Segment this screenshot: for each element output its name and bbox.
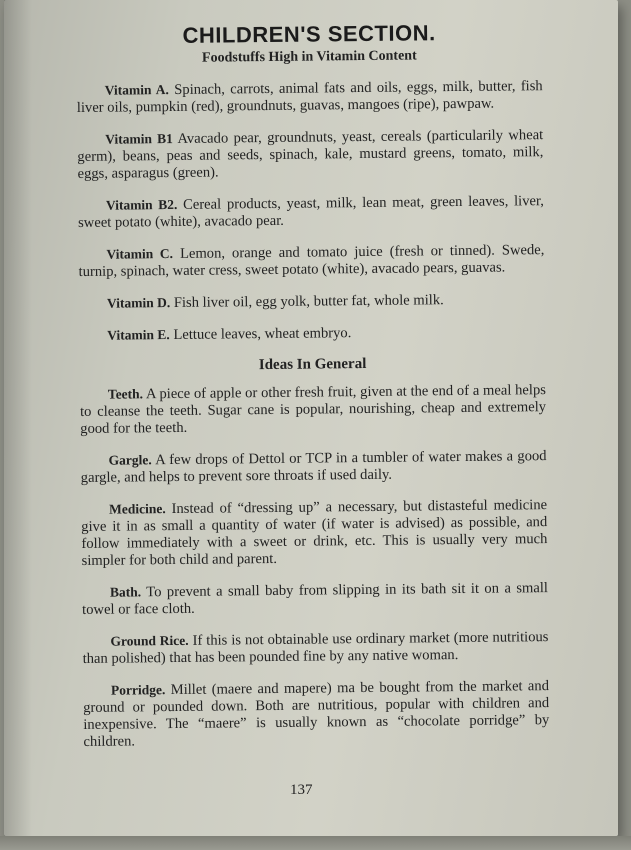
entry-text: Fish liver oil, egg yolk, butter fat, whole milk.	[173, 292, 444, 311]
page-content	[76, 19, 550, 765]
entry-term: Vitamin C.	[106, 245, 174, 262]
entry-term: Vitamin D.	[106, 295, 171, 311]
entry-text: If this is not obtainable use ordinary market (more nutritious than polished) that has been pounded fine by any native woman.	[82, 629, 549, 667]
entry-term: Vitamin E.	[107, 327, 170, 343]
entry-text: A few drops of Dettol or TCP in a tumbler of water makes a good gargle, and helps to prevent sore throats if used daily.	[80, 448, 547, 486]
entry-term: Gargle.	[108, 452, 152, 468]
entry-term: Medicine.	[109, 501, 166, 517]
idea-entry	[83, 677, 550, 751]
entry-text: To prevent a small baby from slipping in its bath sit it on a small towel or face cloth.	[82, 580, 549, 618]
ideas-heading: Ideas In General	[258, 355, 367, 374]
entry-term: Ground Rice.	[110, 632, 189, 649]
vitamin-entry	[77, 77, 543, 117]
entry-text: Lemon, orange and tomato juice (fresh or tinned). Swede, turnip, spinach, water cress, sweet potato (white), avacado pears, guavas.	[78, 242, 545, 280]
entry-text: Avacado pear, groundnuts, yeast, cereals (particularily wheat germ), beans, peas and seeds, spinach, kale, mustard greens, tomato, milk, eggs, asparagus (green).	[77, 127, 544, 182]
vitamin-entry	[79, 290, 545, 313]
entry-text: Spinach, carrots, animal fats and oils, eggs, milk, butter, fish liver oils, pumpkin (red), groundnuts, guavas, mangoes (ripe), pawpaw.	[76, 78, 543, 116]
book-edge	[0, 836, 631, 850]
entry-term: Bath.	[109, 584, 142, 600]
idea-entry	[80, 447, 546, 487]
entry-text: Cereal products, yeast, milk, lean meat, green leaves, liver, sweet potato (white), avacado pear.	[78, 193, 544, 231]
idea-entry	[80, 381, 547, 438]
entry-term: Teeth.	[107, 386, 144, 402]
entry-term: Vitamin B2.	[105, 196, 178, 213]
page-number: 137	[290, 782, 313, 798]
book-page	[4, 0, 618, 836]
entry-term: Vitamin B1	[105, 130, 173, 147]
vitamin-entry	[77, 126, 544, 183]
vitamin-entry	[78, 241, 544, 281]
entry-text: Instead of “dressing up” a necessary, but distasteful medicine give it in as small a quantity of water (if water is advised) as possible, and follow immediately with a sweet or drink, etc. This is usually very much simpler for both child and parent.	[81, 497, 548, 569]
page-spine-shadow	[4, 0, 32, 836]
entry-text: Millet (maere and mapere) ma be bought from the market and ground or pounded down. Both are nutritious, popular with children and inexpensive. The “maere” is usually known as “chocolate porridge” by children.	[83, 678, 550, 750]
entry-text: Lettuce leaves, wheat embryo.	[173, 325, 352, 343]
entry-term: Porridge.	[110, 682, 166, 698]
vitamin-entry	[78, 192, 544, 232]
section-title: CHILDREN'S SECTION.	[182, 20, 436, 48]
vitamin-entry	[79, 322, 545, 345]
entry-text: A piece of apple or other fresh fruit, given at the end of a meal helps to cleanse the teeth. Sugar cane is popular, nourishing, cheap and extremely good for the teeth.	[79, 382, 547, 437]
idea-entry	[82, 628, 548, 668]
entry-term: Vitamin A.	[104, 82, 169, 98]
idea-entry	[82, 579, 548, 619]
section-subtitle: Foodstuffs High in Vitamin Content	[201, 48, 417, 66]
idea-entry	[81, 496, 548, 570]
